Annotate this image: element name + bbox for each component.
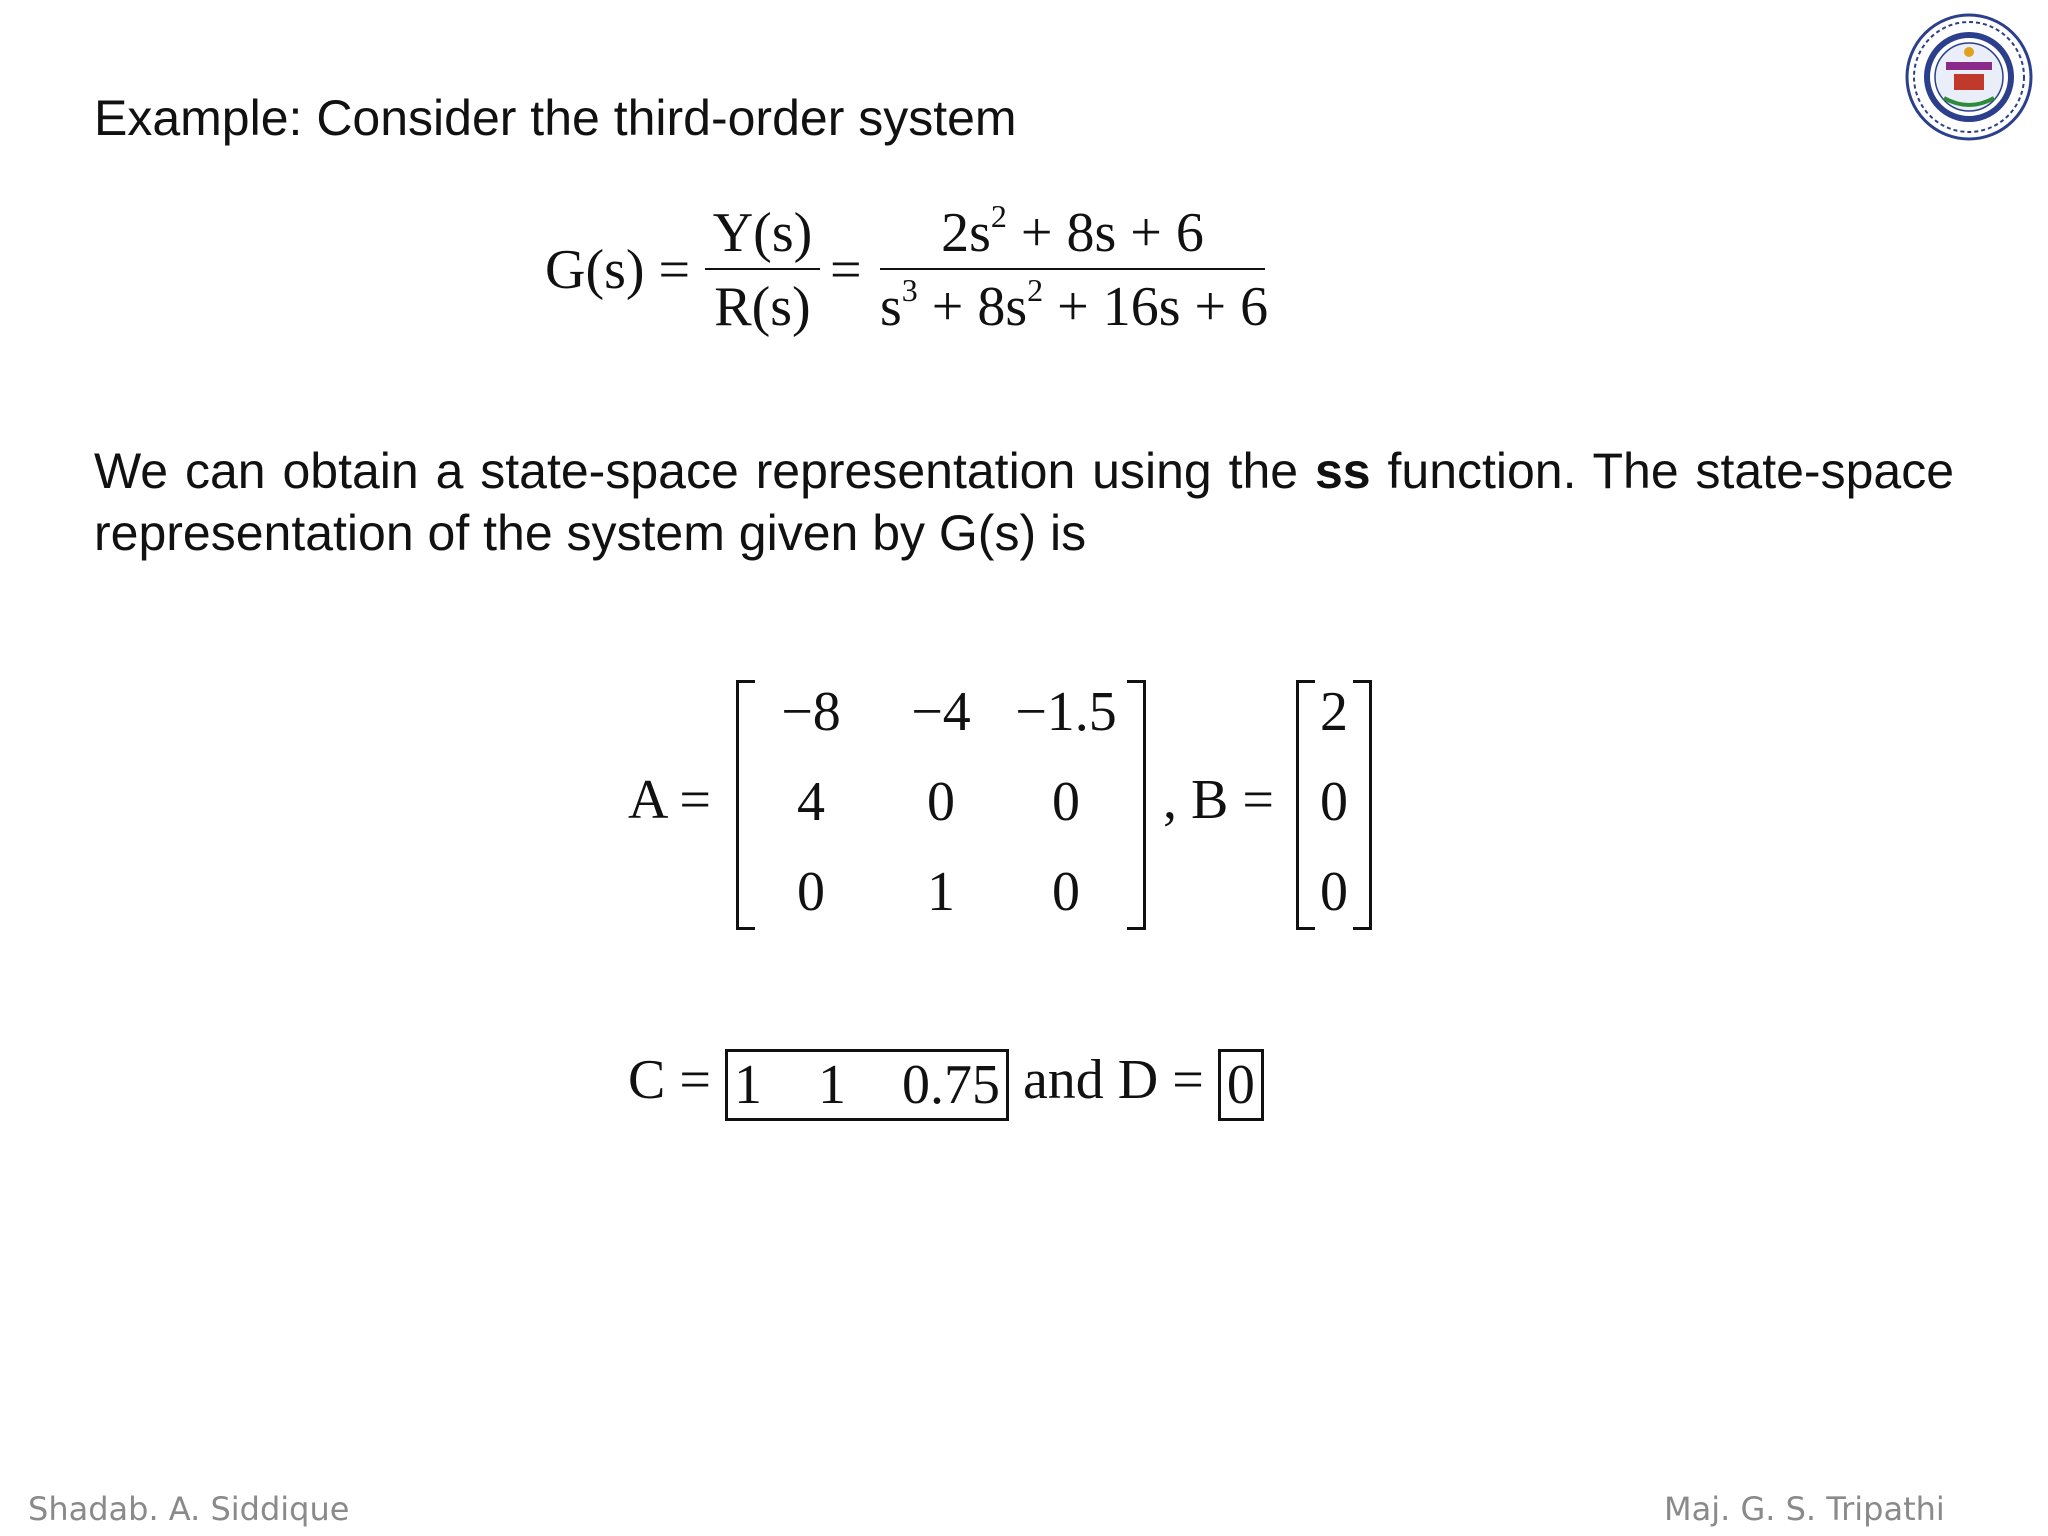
matrix-a-label: A = xyxy=(628,769,711,831)
matrix-b-cell: 0 xyxy=(1320,861,1348,923)
matrix-a-cell: 4 xyxy=(797,771,825,833)
tf-denominator xyxy=(880,272,1269,340)
matrix-c-cell: 1 xyxy=(733,1054,762,1117)
and-word: and xyxy=(1022,1049,1104,1111)
matrix-b-label: , B = xyxy=(1163,769,1274,831)
output-input-ratio xyxy=(705,200,820,340)
ratio-numerator: Y(s) xyxy=(712,202,813,264)
matrix-b-cell: 2 xyxy=(1320,681,1348,743)
den-term-b: + 8s xyxy=(917,276,1028,338)
matrix-b-cell: 0 xyxy=(1320,771,1348,833)
tf-lhs: G(s) = xyxy=(545,239,691,301)
matrix-a-cell: 1 xyxy=(927,861,955,923)
fraction-bar xyxy=(880,268,1265,270)
matrix-a-cell: −8 xyxy=(781,681,841,743)
den-power-a: 3 xyxy=(901,272,918,308)
matrix-d-cell: 0 xyxy=(1226,1054,1255,1117)
matrix-c-cell: 0.75 xyxy=(901,1054,1000,1117)
matrix-a-cell: −4 xyxy=(911,681,971,743)
matrix-a xyxy=(736,680,1146,930)
ss-function-name: ss xyxy=(1314,443,1371,499)
num-term-b: + 8s + 6 xyxy=(1006,202,1204,264)
matrix-a-cell: 0 xyxy=(927,771,955,833)
matrix-a-cell: −1.5 xyxy=(1015,681,1117,743)
ratio-denominator: R(s) xyxy=(714,276,811,338)
num-power: 2 xyxy=(990,198,1007,234)
body-paragraph xyxy=(94,440,1954,564)
c-d-matrices xyxy=(628,1048,1264,1121)
footer-author-right: Maj. G. S. Tripathi xyxy=(1664,1490,1945,1528)
polynomial-fraction xyxy=(880,200,1805,340)
equals-sign: = xyxy=(830,239,862,301)
paragraph-text-before: We can obtain a state-space representation using the xyxy=(94,443,1315,499)
slide-heading: Example: Consider the third-order system xyxy=(94,90,1017,146)
university-seal-icon xyxy=(1904,12,2034,142)
matrix-d-label: D = xyxy=(1117,1049,1204,1111)
paragraph-text-after: function. The state-space representation of the system given by G(s) is xyxy=(94,443,1954,561)
matrix-c-label: C = xyxy=(628,1049,711,1111)
matrix-a-cell: 0 xyxy=(797,861,825,923)
matrix-a-cell: 0 xyxy=(1052,861,1080,923)
matrix-d xyxy=(1218,1049,1264,1121)
num-term-a: 2s xyxy=(941,202,991,264)
matrix-c-cell: 1 xyxy=(817,1054,846,1117)
tf-numerator xyxy=(880,200,1265,266)
matrix-b xyxy=(1296,680,1372,930)
matrix-a-cell: 0 xyxy=(1052,771,1080,833)
den-term-a: s xyxy=(880,276,902,338)
fraction-bar xyxy=(705,268,820,270)
matrix-c xyxy=(725,1049,1009,1121)
den-term-c: + 16s + 6 xyxy=(1043,276,1269,338)
den-power-b: 2 xyxy=(1027,272,1044,308)
footer-author-left: Shadab. A. Siddique xyxy=(28,1490,350,1528)
